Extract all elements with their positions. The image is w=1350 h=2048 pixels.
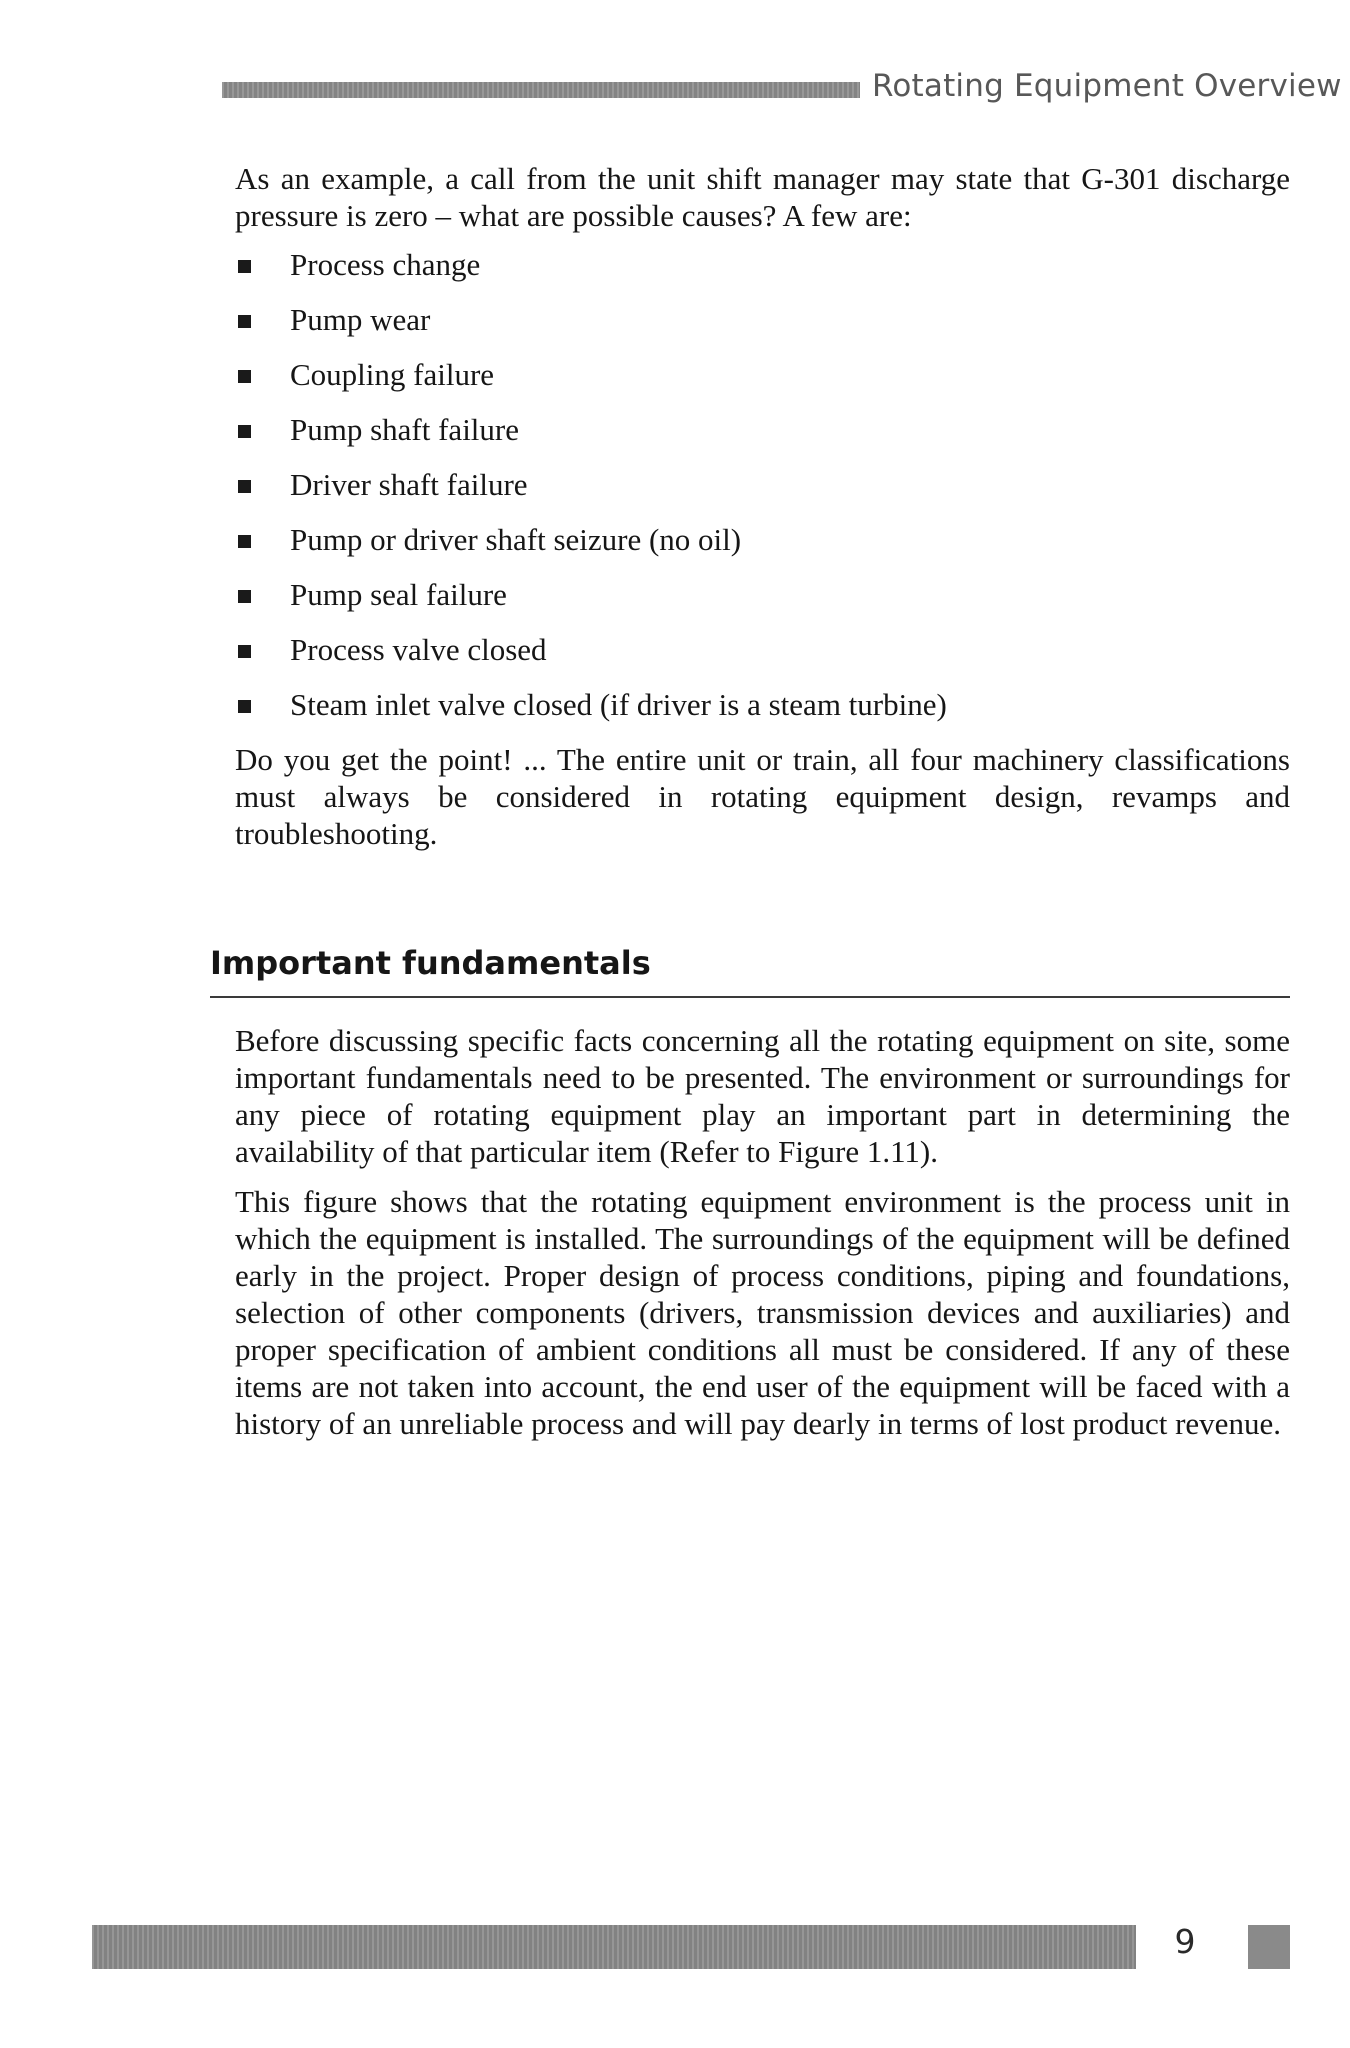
section-heading: Important fundamentals — [210, 944, 651, 982]
list-item-text: Process valve closed — [290, 632, 547, 667]
bullet-square-icon — [238, 590, 251, 603]
list-item — [235, 411, 1290, 448]
list-item-text: Coupling failure — [290, 357, 495, 392]
header-decorative-bar — [222, 82, 860, 98]
list-item-text: Pump or driver shaft seizure (no oil) — [290, 522, 742, 557]
section-body — [235, 1022, 1290, 1442]
bullet-square-icon — [238, 535, 251, 548]
list-item-text: Steam inlet valve closed (if driver is a steam turbine) — [290, 687, 947, 722]
list-item-text: Pump wear — [290, 302, 431, 337]
fundamentals-paragraph-2: This figure shows that the rotating equipment environment is the process unit in which the equipment is installed. The surroundings of the equipment will be defined early in the project. Proper design of process conditions, piping and foundations, selection of other components (drivers, transmission devices and auxiliaries) and proper specification of ambient conditions all must be considered. If any of these items are not taken into account, the end user of the equipment will be faced with a history of an unreliable process and will pay dearly in terms of lost product revenue. — [235, 1184, 1290, 1441]
list-item-text: Pump seal failure — [290, 577, 507, 612]
bullet-square-icon — [238, 700, 251, 713]
bullet-square-icon — [238, 260, 251, 273]
page-body-top — [235, 160, 1290, 852]
footer-decorative-bar — [92, 1925, 1136, 1969]
fundamentals-paragraph-1: Before discussing specific facts concerning all the rotating equipment on site, some important fundamentals need to be presented. The environment or surroundings for any piece of rotating equipment play an important part in determining the availability of that particular item (Refer to Figure 1.11). — [235, 1023, 1290, 1169]
bullet-square-icon — [238, 370, 251, 383]
page-number: 9 — [1174, 1922, 1196, 1961]
list-item — [235, 301, 1290, 338]
list-item-text: Driver shaft failure — [290, 467, 528, 502]
list-item — [235, 246, 1290, 283]
causes-list — [235, 246, 1290, 723]
list-item — [235, 686, 1290, 723]
list-item — [235, 356, 1290, 393]
list-item — [235, 631, 1290, 668]
conclusion-paragraph: Do you get the point! ... The entire unit or train, all four machinery classifications must always be considered in rotating equipment design, revamps and troubleshooting. — [235, 742, 1290, 851]
footer-decorative-block — [1248, 1925, 1290, 1969]
section-divider — [210, 996, 1290, 998]
running-head: Rotating Equipment Overview — [872, 68, 1342, 104]
intro-paragraph: As an example, a call from the unit shift manager may state that G-301 discharge pressure is zero – what are possible causes? A few are: — [235, 161, 1290, 233]
bullet-square-icon — [238, 645, 251, 658]
list-item — [235, 576, 1290, 613]
list-item-text: Process change — [290, 247, 481, 282]
list-item-text: Pump shaft failure — [290, 412, 520, 447]
bullet-square-icon — [238, 425, 251, 438]
list-item — [235, 521, 1290, 558]
bullet-square-icon — [238, 315, 251, 328]
bullet-square-icon — [238, 480, 251, 493]
list-item — [235, 466, 1290, 503]
